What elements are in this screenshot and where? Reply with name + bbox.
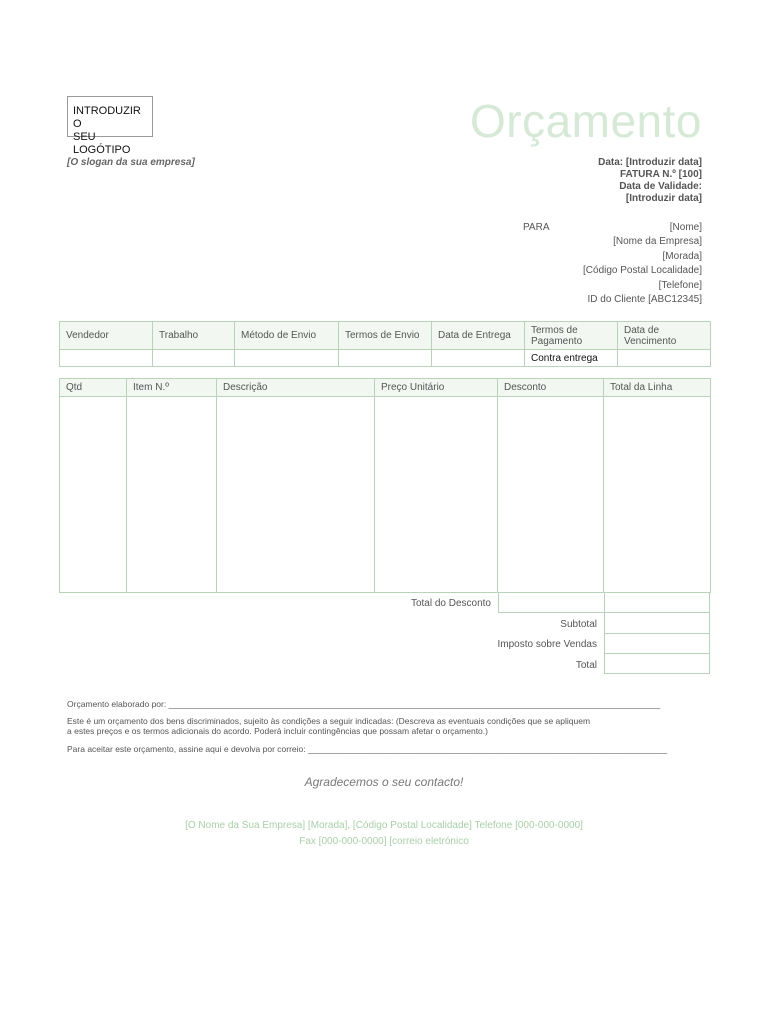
cell-preco-unitario[interactable]: [375, 397, 498, 593]
footer-contact-line-2: Fax [000-000-0000] [correio eletrónico: [299, 836, 469, 847]
header-descricao: Descrição: [217, 379, 375, 397]
cell-metodo-envio[interactable]: [235, 350, 339, 367]
company-slogan: [O slogan da sua empresa]: [67, 157, 195, 168]
total-field[interactable]: [604, 653, 710, 674]
cell-qtd[interactable]: [60, 397, 127, 593]
client-id: ID do Cliente [ABC12345]: [587, 294, 702, 305]
header-desconto: Desconto: [498, 379, 604, 397]
sales-tax-label: Imposto sobre Vendas: [497, 639, 597, 650]
header-metodo-envio: Método de Envio: [235, 322, 339, 350]
recipient-name: [Nome]: [669, 222, 702, 233]
footer-contact-line-1: [O Nome da Sua Empresa] [Morada], [Código Postal Localidade] Telefone [000-000-0000]: [185, 820, 583, 831]
thank-you-message: Agradecemos o seu contacto!: [304, 775, 464, 789]
logo-line-1: INTRODUZIR O: [73, 105, 141, 130]
cell-data-entrega[interactable]: [432, 350, 525, 367]
recipient-postal: [Código Postal Localidade]: [583, 265, 702, 276]
recipient-address: [Morada]: [662, 251, 702, 262]
subtotal-label: Subtotal: [560, 619, 597, 630]
total-discount-line-field[interactable]: [604, 592, 710, 613]
cell-data-vencimento[interactable]: [618, 350, 711, 367]
quote-date: Data: [Introduzir data]: [598, 157, 702, 168]
total-discount-label: Total do Desconto: [410, 598, 491, 609]
shipping-terms-table: [59, 321, 711, 367]
cell-vendedor[interactable]: [60, 350, 153, 367]
header-termos-envio: Termos de Envio: [339, 322, 432, 350]
header-qtd: Qtd: [60, 379, 127, 397]
cell-item-numero[interactable]: [127, 397, 217, 593]
acceptance-signature-line: Para aceitar este orçamento, assine aqui e devolva por correio: ____________________________________________________________________________: [67, 744, 668, 754]
conditions-line-2: a estes preços e os termos adicionais do acordo. Poderá incluir contingências que possam afetar o orçamento.): [67, 726, 488, 736]
validity-label: Data de Validade:: [619, 181, 702, 192]
header-item-numero: Item N.º: [127, 379, 217, 397]
cell-termos-envio[interactable]: [339, 350, 432, 367]
items-header-row: [60, 379, 711, 397]
document-title: Orçamento: [469, 95, 702, 147]
logo-line-2: SEU LOGÓTIPO: [73, 131, 131, 156]
shipping-row: [60, 350, 711, 367]
cell-descricao[interactable]: [217, 397, 375, 593]
header-preco-unitario: Preço Unitário: [375, 379, 498, 397]
header-total-linha: Total da Linha: [604, 379, 711, 397]
header-vendedor: Vendedor: [60, 322, 153, 350]
shipping-header-row: [60, 322, 711, 350]
items-table: [59, 378, 711, 593]
header-data-vencimento: Data de Vencimento: [618, 322, 711, 350]
recipient-company: [Nome da Empresa]: [613, 236, 702, 247]
cell-termos-pagamento[interactable]: Contra entrega: [525, 350, 618, 367]
items-body-row: [60, 397, 711, 593]
total-discount-field[interactable]: [498, 592, 605, 613]
header-data-entrega: Data de Entrega: [432, 322, 525, 350]
sales-tax-field[interactable]: [604, 633, 710, 654]
logo-placeholder: [67, 96, 153, 156]
to-label: PARA: [523, 222, 550, 233]
cell-total-linha[interactable]: [604, 397, 711, 593]
invoice-number: FATURA N.º [100]: [620, 169, 702, 180]
total-label: Total: [575, 660, 597, 671]
cell-trabalho[interactable]: [153, 350, 235, 367]
subtotal-field[interactable]: [604, 612, 710, 634]
conditions-line-1: Este é um orçamento dos bens discriminados, sujeito às condições a seguir indicadas: (Descreva as eventuais condições que se apliquem: [67, 716, 591, 726]
cell-desconto[interactable]: [498, 397, 604, 593]
header-termos-pagamento: Termos de Pagamento: [525, 322, 618, 350]
validity-date: [Introduzir data]: [625, 193, 702, 204]
header-trabalho: Trabalho: [153, 322, 235, 350]
prepared-by-line: Orçamento elaborado por: ________________________________________________________________________________________________________: [67, 699, 661, 709]
recipient-phone: [Telefone]: [658, 280, 702, 291]
